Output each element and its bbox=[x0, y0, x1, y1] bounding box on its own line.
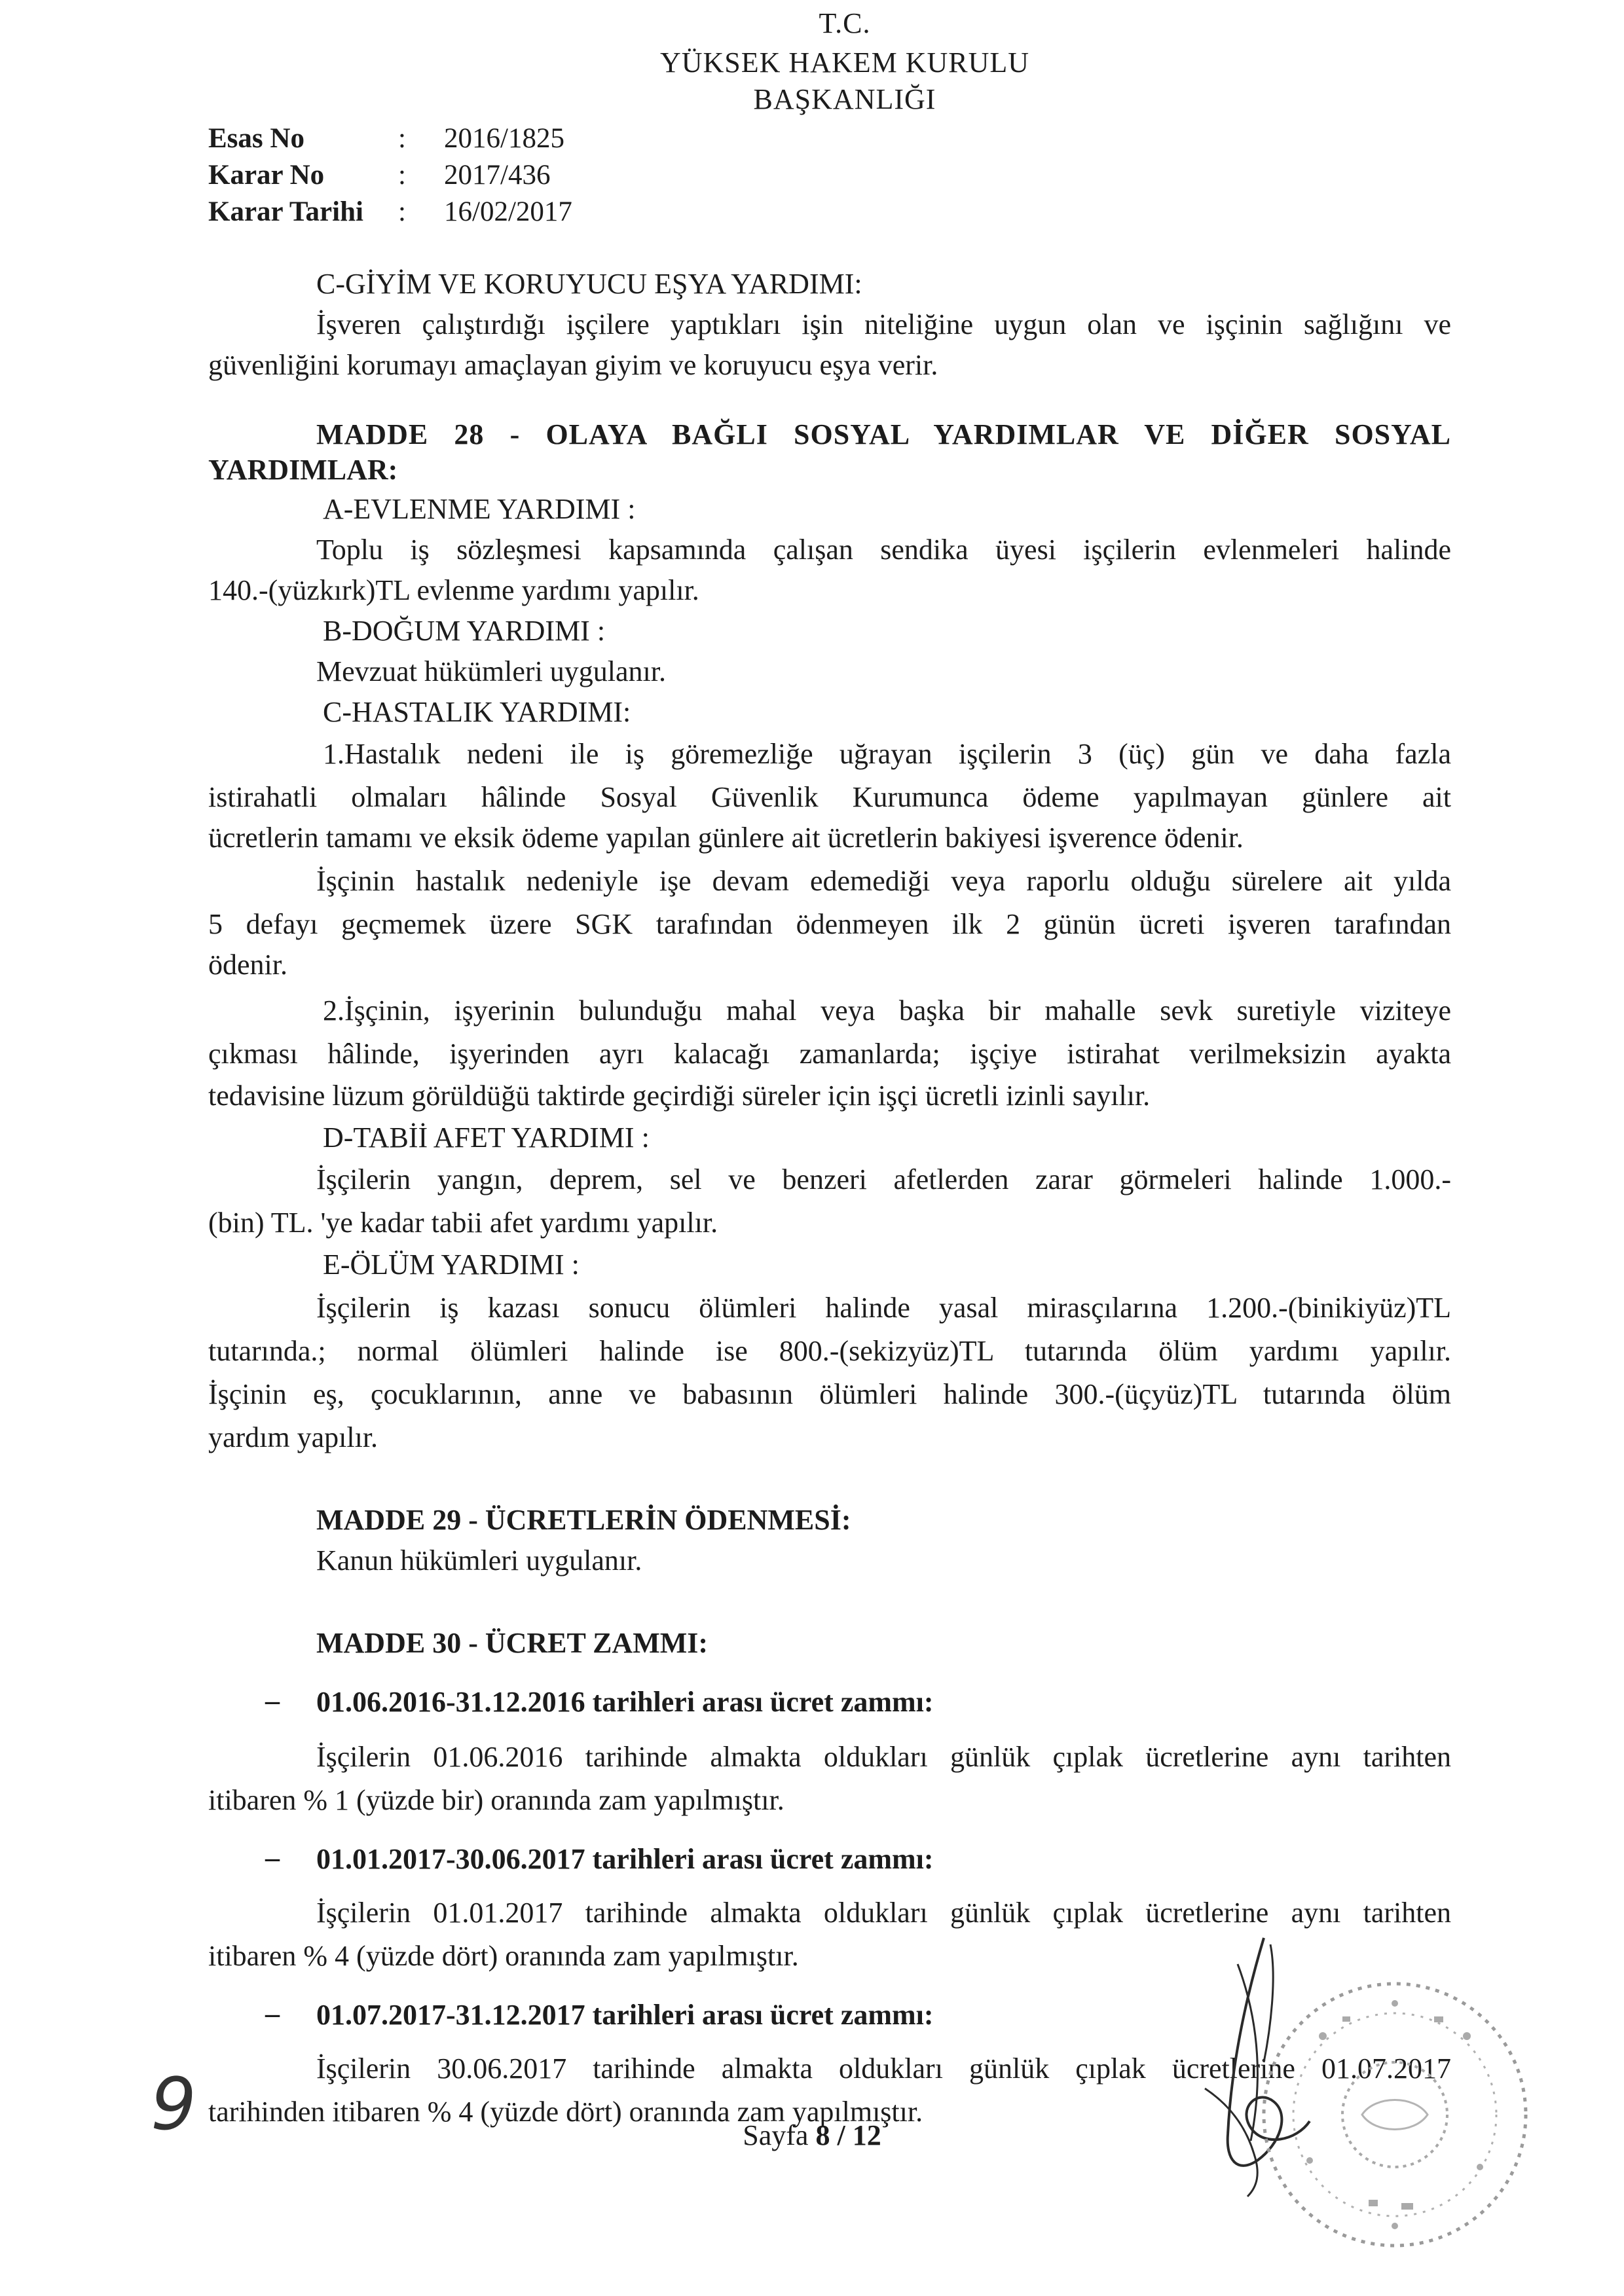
footer-current-page: 8 bbox=[815, 2119, 830, 2151]
paragraph-line: Toplu iş sözleşmesi kapsamında çalışan sendika üyesi işçilerin evlenmeleri halinde bbox=[316, 534, 1451, 566]
paragraph-line: güvenliğini korumayı amaçlayan giyim ve koruyucu eşya verir. bbox=[208, 349, 938, 381]
list-dash: – bbox=[265, 1685, 280, 1717]
paragraph-line: İşçilerin yangın, deprem, sel ve benzeri afetlerden zarar görmeleri halinde 1.000.- bbox=[316, 1163, 1451, 1195]
meta-label: Karar No bbox=[208, 160, 325, 191]
paragraph-line: 1.Hastalık nedeni ile iş göremezliğe uğrayan işçilerin 3 (üç) gün ve daha fazla bbox=[323, 738, 1451, 770]
meta-colon: : bbox=[398, 123, 406, 154]
subheading-olum: E-ÖLÜM YARDIMI : bbox=[323, 1248, 580, 1281]
meta-value: 2016/1825 bbox=[444, 123, 564, 154]
meta-karar-no bbox=[208, 157, 550, 194]
period-heading: 01.06.2016-31.12.2016 tarihleri arası ücret zammı: bbox=[316, 1686, 934, 1718]
meta-colon: : bbox=[398, 160, 406, 191]
paragraph-line: yardım yapılır. bbox=[208, 1421, 378, 1453]
article-30-title: MADDE 30 - ÜCRET ZAMMI: bbox=[316, 1627, 709, 1659]
list-dash: – bbox=[265, 1842, 280, 1874]
paragraph-line: tutarında.; normal ölümleri halinde ise 800.-(sekizyüz)TL tutarında ölüm yardımı yapılır. bbox=[208, 1335, 1451, 1367]
subheading-hastalik: C-HASTALIK YARDIMI: bbox=[323, 696, 631, 728]
paragraph-line: İşçinin eş, çocuklarının, anne ve babasının ölümleri halinde 300.-(üçyüz)TL tutarında ölüm bbox=[208, 1378, 1451, 1410]
footer-total-pages: 12 bbox=[852, 2119, 881, 2151]
article-29-title: MADDE 29 - ÜCRETLERİN ÖDENMESİ: bbox=[316, 1504, 851, 1536]
subheading-evlenme: A-EVLENME YARDIMI : bbox=[323, 493, 636, 525]
header-org: YÜKSEK HAKEM KURULU bbox=[659, 46, 1030, 79]
meta-karar-tarihi bbox=[208, 194, 572, 230]
meta-value: 2017/436 bbox=[444, 160, 551, 191]
article-28-title: MADDE 28 - OLAYA BAĞLI SOSYAL YARDIMLAR VE DİĞER SOSYAL bbox=[316, 418, 1451, 450]
header-tc: T.C. bbox=[819, 7, 871, 39]
subheading-afet: D-TABİİ AFET YARDIMI : bbox=[323, 1121, 650, 1154]
paragraph-line: itibaren % 1 (yüzde bir) oranında zam yapılmıştır. bbox=[208, 1784, 784, 1816]
paragraph-line: çıkması hâlinde, işyerinden ayrı kalacağı zamanlarda; işçiye istirahat verilmeksizin ayakta bbox=[208, 1038, 1451, 1070]
paragraph-line: 140.-(yüzkırk)TL evlenme yardımı yapılır. bbox=[208, 574, 699, 606]
paragraph-line: 2.İşçinin, işyerinin bulunduğu mahal veya başka bir mahalle sevk suretiyle viziteye bbox=[323, 994, 1451, 1027]
list-dash: – bbox=[265, 1997, 280, 2030]
header-dept: BAŞKANLIĞI bbox=[753, 83, 936, 115]
period-heading: 01.01.2017-30.06.2017 tarihleri arası ücret zammı: bbox=[316, 1843, 934, 1875]
handwritten-number: 9 bbox=[151, 2062, 196, 2146]
paragraph-line: İşçilerin iş kazası sonucu ölümleri halinde yasal mirasçılarına 1.200.-(binikiyüz)TL bbox=[316, 1292, 1451, 1324]
footer-separator: / bbox=[830, 2119, 853, 2151]
paragraph-line: istirahatli olmaları hâlinde Sosyal Güvenlik Kurumunca ödeme yapılmayan günlere ait bbox=[208, 781, 1451, 813]
meta-value: 16/02/2017 bbox=[444, 196, 572, 227]
meta-esas-no bbox=[208, 120, 564, 157]
meta-colon: : bbox=[398, 196, 406, 227]
paragraph-line: İşçilerin 01.06.2016 tarihinde almakta oldukları günlük çıplak ücretlerine aynı tarihten bbox=[316, 1741, 1451, 1773]
paragraph-line: İşçilerin 01.01.2017 tarihinde almakta oldukları günlük çıplak ücretlerine aynı tarihten bbox=[316, 1897, 1451, 1929]
paragraph-line: ücretlerin tamamı ve eksik ödeme yapılan günlere ait ücretlerin bakiyesi işverence ödenir. bbox=[208, 822, 1244, 854]
paragraph-line: itibaren % 4 (yüzde dört) oranında zam yapılmıştır. bbox=[208, 1940, 799, 1972]
subheading-dogum: B-DOĞUM YARDIMI : bbox=[323, 615, 606, 647]
paragraph-line: Kanun hükümleri uygulanır. bbox=[316, 1544, 642, 1576]
paragraph-line: İşçinin hastalık nedeniyle işe devam edemediği veya raporlu olduğu sürelere ait yılda bbox=[316, 865, 1451, 897]
paragraph-line: tarihinden itibaren % 4 (yüzde dört) oranında zam yapılmıştır. bbox=[208, 2096, 923, 2128]
paragraph-line: (bin) TL. 'ye kadar tabii afet yardımı yapılır. bbox=[208, 1207, 718, 1239]
paragraph-line: 5 defayı geçmemek üzere SGK tarafından ödenmeyen ilk 2 günün ücreti işveren tarafından bbox=[208, 908, 1451, 940]
paragraph-line: ödenir. bbox=[208, 949, 287, 981]
article-28-title-cont: YARDIMLAR: bbox=[208, 454, 398, 486]
official-stamp-icon bbox=[1244, 1964, 1545, 2265]
paragraph-line: İşveren çalıştırdığı işçilere yaptıkları işin niteliğine uygun olan ve işçinin sağlığını ve bbox=[316, 308, 1451, 340]
meta-label: Karar Tarihi bbox=[208, 196, 363, 227]
paragraph-line: tedavisine lüzum görüldüğü taktirde geçirdiği süreler için işçi ücretli izinli sayılır. bbox=[208, 1080, 1151, 1112]
heading-giyim: C-GİYİM VE KORUYUCU EŞYA YARDIMI: bbox=[316, 268, 862, 300]
paragraph-line: İşçilerin 30.06.2017 tarihinde almakta oldukları günlük çıplak ücretlerine 01.07.2017 bbox=[316, 2052, 1451, 2085]
period-heading: 01.07.2017-31.12.2017 tarihleri arası ücret zammı: bbox=[316, 1999, 934, 2031]
meta-label: Esas No bbox=[208, 123, 304, 154]
paragraph-line: Mevzuat hükümleri uygulanır. bbox=[316, 655, 666, 687]
footer-prefix: Sayfa bbox=[743, 2119, 816, 2151]
